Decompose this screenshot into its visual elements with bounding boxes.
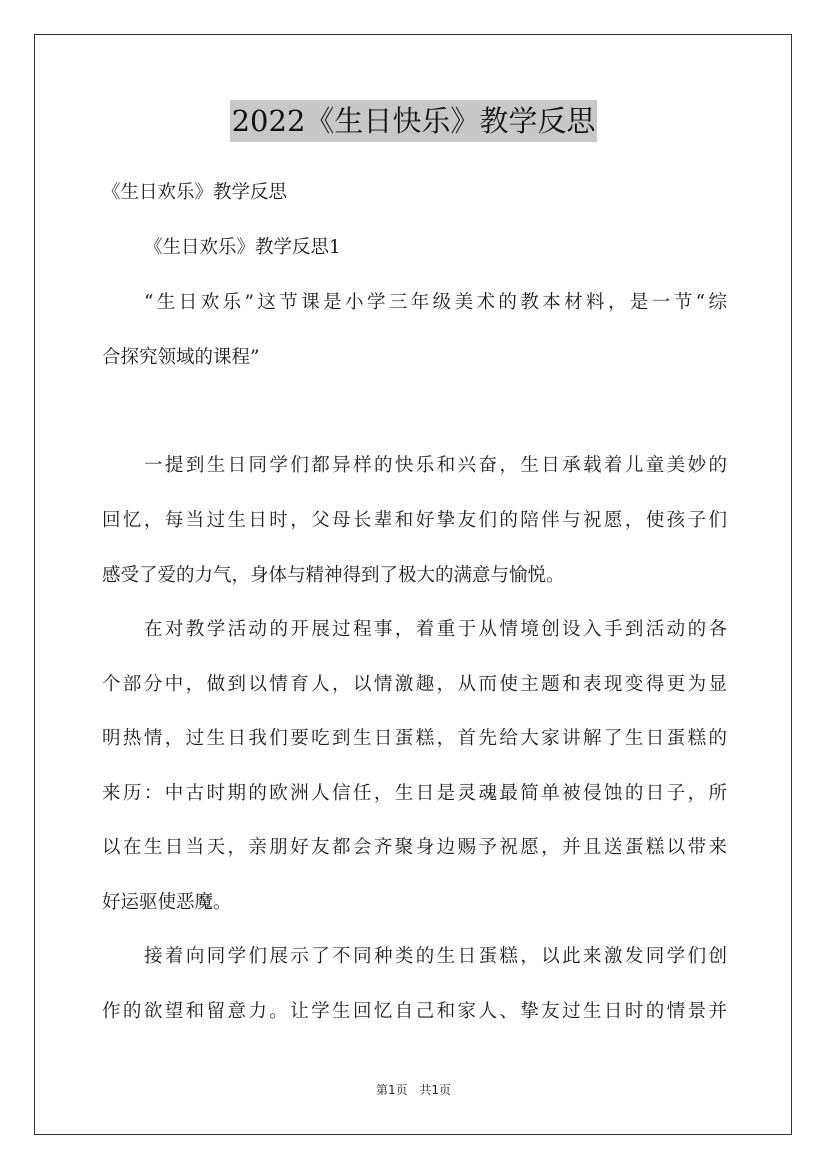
paragraph-line: “生日欢乐”这节课是小学三年级美术的教本材料，是一节“综 [144,292,727,313]
paragraph-line: 感受了爱的力气，身体与精神得到了极大的满意与愉悦。 [102,565,565,586]
paragraph-line: 合探究领域的课程” [102,347,260,368]
paragraph-line: 在对教学活动的开展过程事，着重于从情境创设入手到活动的各 [144,619,727,640]
paragraph-line: 好运驱使恶魔。 [102,892,232,913]
paragraph-line: 作的欲望和留意力。让学生回忆自己和家人、挚友过生日时的情景并 [102,1001,727,1022]
section-heading: 《生日欢乐》教学反思1 [144,237,341,258]
paragraph-line: 一提到生日同学们都异样的快乐和兴奋，生日承载着儿童美妙的 [144,455,727,476]
document-title: 2022《生日快乐》教学反思 [230,100,598,142]
page-total: 共1页 [419,1083,452,1097]
paragraph-line: 回忆，每当过生日时，父母长辈和好挚友们的陪伴与祝愿，使孩子们 [102,510,727,531]
title-container [0,100,827,142]
subtitle-line: 《生日欢乐》教学反思 [102,182,288,203]
page-footer [0,1082,827,1098]
paragraph-line: 明热情，过生日我们要吃到生日蛋糕，首先给大家讲解了生日蛋糕的 [102,728,727,749]
paragraph-line: 接着向同学们展示了不同种类的生日蛋糕，以此来激发同学们创 [144,946,727,967]
paragraph-line: 来历：中古时期的欧洲人信任，生日是灵魂最简单被侵蚀的日子，所 [102,783,727,804]
paragraph-line: 以在生日当天，亲朋好友都会齐聚身边赐予祝愿，并且送蛋糕以带来 [102,837,727,858]
page-number: 第1页 [375,1083,408,1097]
paragraph-line: 个部分中，做到以情育人，以情激趣，从而使主题和表现变得更为显 [102,674,727,695]
